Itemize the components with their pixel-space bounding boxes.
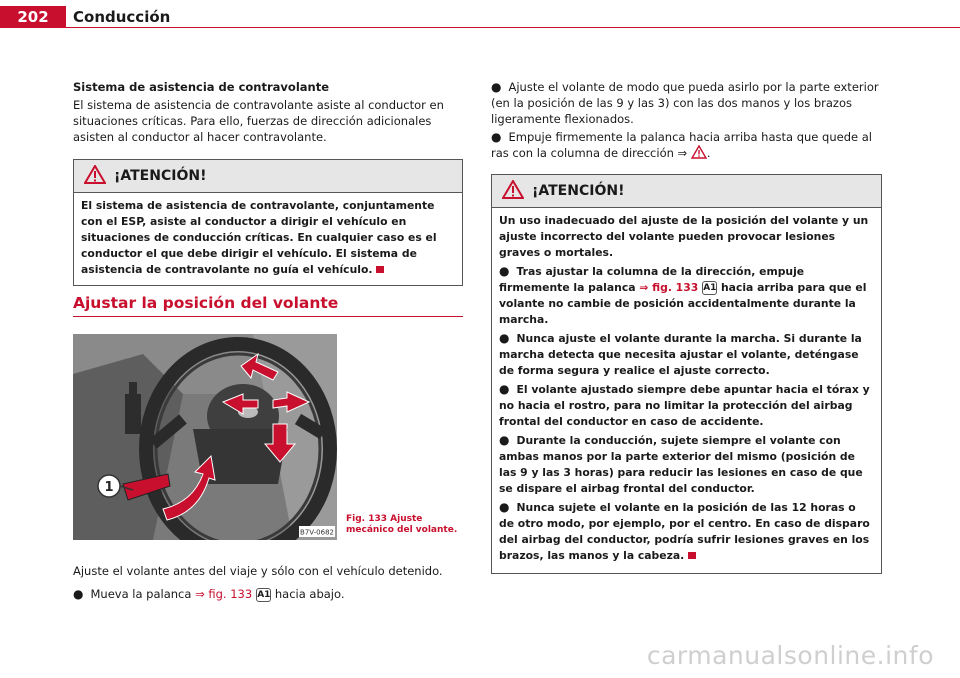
warning-text — [492, 208, 881, 573]
warning-intro: Un uso inadecuado del ajuste de la posición del volante y un ajuste incorrecto del volante pueden provocar lesiones graves o mortales. — [499, 214, 869, 259]
chapter-title: Conducción — [73, 8, 171, 26]
figure-reference-link[interactable]: ⇒ fig. 133 — [639, 281, 699, 294]
end-marker-icon — [376, 266, 384, 273]
warning-header — [492, 175, 881, 207]
bullet-grip-wheel: ● Ajuste el volante de modo que pueda asirlo por la parte exterior (en la posición de las 9 y las 3) con las dos manos y los brazos ligeramente flexionados. — [491, 80, 879, 126]
warning-item: ● Nunca sujete el volante en la posición de las 12 horas o de otro modo, por ejemplo, por el centro. En caso de disparo del airbag del conductor, podría sufrir lesiones graves en los brazos, las manos y la cabeza. — [499, 500, 870, 562]
warning-box-left — [73, 159, 463, 286]
warning-text: El sistema de asistencia de contravolante, conjuntamente con el ESP, asiste al conductor a dirigir el vehículo en situaciones de conducción críticas. En cualquier caso es el conductor el que debe dirigir el vehículo. El sistema de asistencia de contravolante no guía el vehículo. — [81, 199, 437, 276]
steering-wheel-figure — [73, 334, 337, 540]
section-title-volante: Ajustar la posición del volante — [73, 294, 339, 312]
callout-a1-badge: A1 — [257, 589, 271, 600]
bullet-icon: ● — [499, 433, 510, 447]
bullet-icon: ● — [499, 331, 510, 345]
callout-a1-badge: A1 — [703, 283, 717, 293]
page-number: 202 — [0, 6, 66, 28]
warning-reference-icon[interactable] — [691, 145, 707, 163]
bullet-icon: ● — [73, 587, 84, 601]
figure-image-code: B7V-0682 — [300, 528, 334, 537]
warning-item: ● Nunca ajuste el volante durante la marcha. Si durante la marcha detecta que necesita ajustar el volante, deténgase de forma segura y realice el ajuste correcto. — [499, 331, 862, 377]
warning-box-right — [491, 174, 882, 574]
figure-caption: Fig. 133 Ajuste mecánico del volante. — [346, 514, 458, 535]
bullet-icon: ● — [491, 130, 502, 144]
page-header — [0, 0, 960, 30]
bullet-icon: ● — [491, 80, 502, 94]
intro-paragraph: El sistema de asistencia de contravolante asiste al conductor en situaciones críticas. Para ello, fuerzas de dirección adicionales asisten al conductor al hacer contravolante. — [73, 98, 444, 144]
bullet-icon: ● — [499, 382, 510, 396]
warning-triangle-icon — [502, 180, 524, 203]
warning-title: ¡ATENCIÓN! — [114, 168, 207, 184]
header-rule — [66, 27, 960, 28]
warning-title: ¡ATENCIÓN! — [532, 183, 625, 199]
watermark: carmanualsonline.info — [646, 641, 934, 670]
warning-triangle-icon — [84, 165, 106, 188]
adjust-before-trip-text: Ajuste el volante antes del viaje y sólo con el vehículo detenido. — [73, 564, 443, 578]
warning-header — [74, 160, 462, 192]
section-heading-contravolante: Sistema de asistencia de contravolante — [73, 80, 329, 94]
figure-callout-number: 1 — [104, 480, 114, 495]
section-rule — [73, 316, 463, 317]
end-marker-icon — [688, 552, 696, 559]
figure-reference-link[interactable]: ⇒ fig. 133 — [195, 587, 253, 601]
warning-item: ● Durante la conducción, sujete siempre el volante con ambas manos por la parte exterior del mismo (posición de las 9 y las 3 horas) para reducir las lesiones en caso de que se dispare el airbag frontal del conductor. — [499, 433, 863, 495]
bullet-push-lever: ● Empuje firmemente la palanca hacia arriba hasta que quede al ras con la columna de dirección ⇒ . — [491, 129, 883, 163]
bullet-lever-down: ● Mueva la palanca ⇒ fig. 133 A1 hacia abajo. — [73, 587, 345, 601]
warning-item: ● El volante ajustado siempre debe apuntar hacia el tórax y no hacia el rostro, para no limitar la protección del airbag frontal del conductor en caso de accidente. — [499, 382, 870, 428]
warning-item: ● Tras ajustar la columna de la dirección, empuje firmemente la palanca ⇒ fig. 133 A1 hacia arriba para que el volante no cambie de posición accidentalmente durante la marcha. — [499, 264, 867, 326]
bullet-icon: ● — [499, 264, 510, 278]
bullet-icon: ● — [499, 500, 510, 514]
